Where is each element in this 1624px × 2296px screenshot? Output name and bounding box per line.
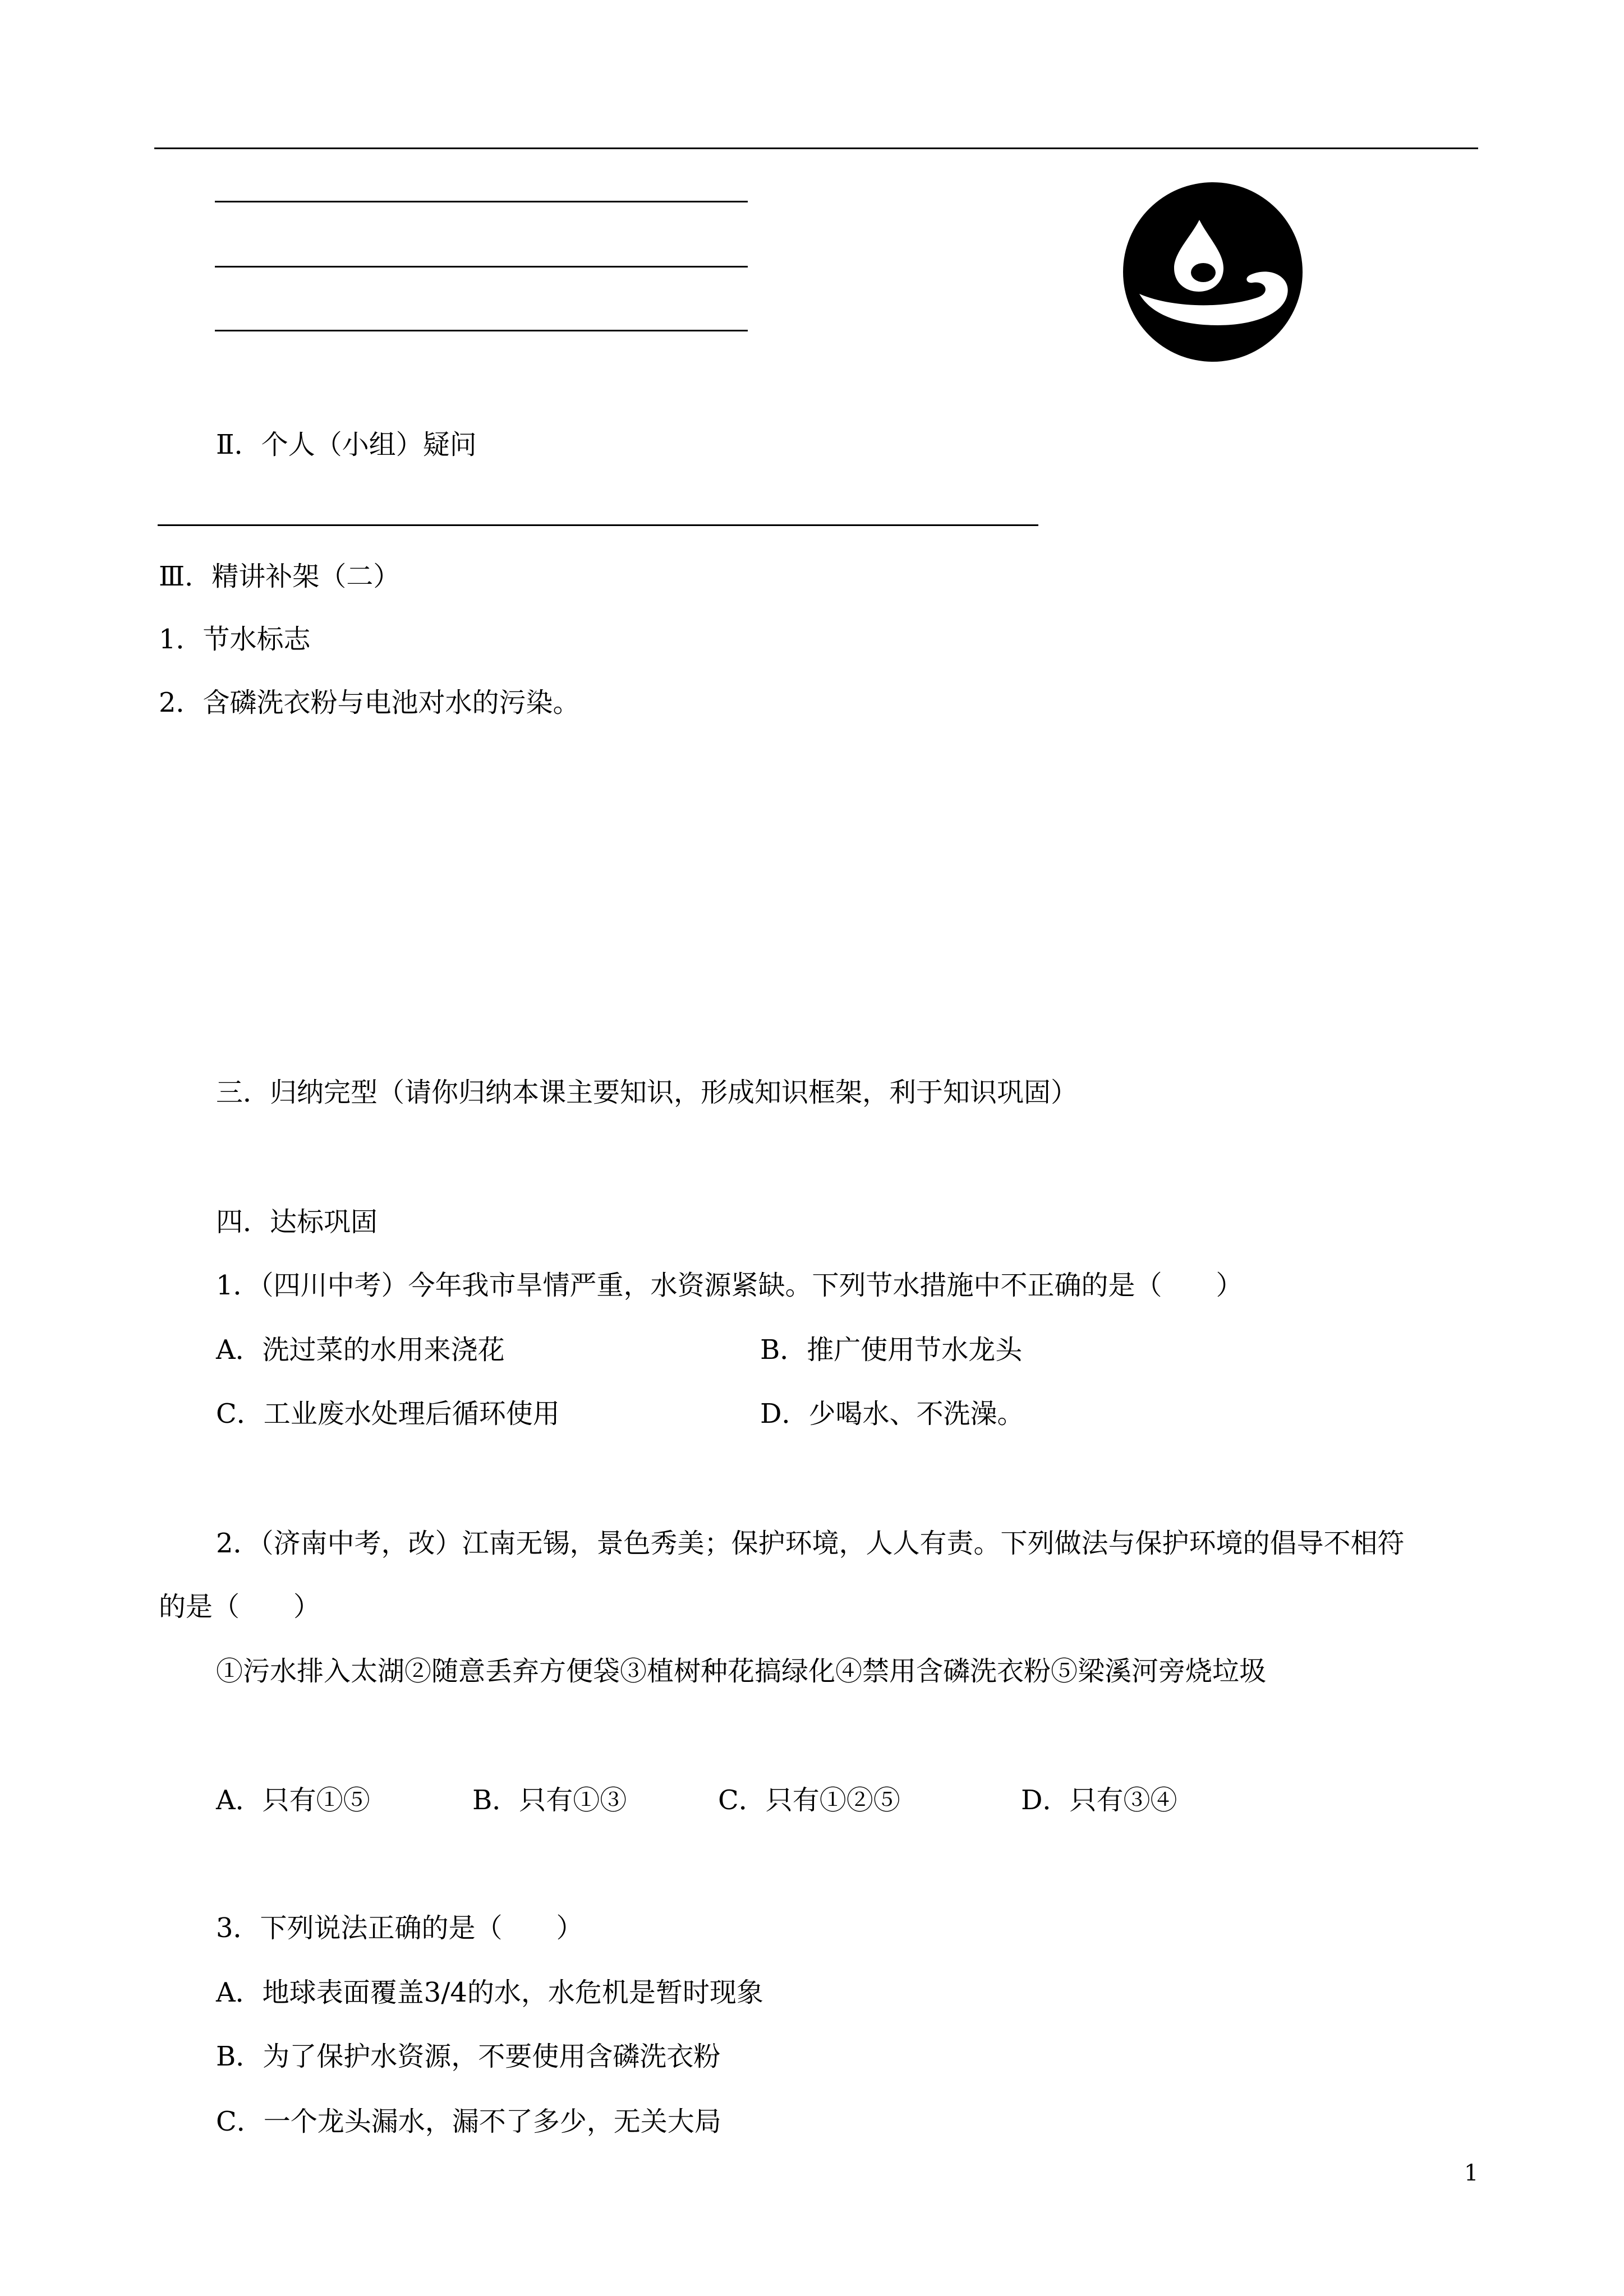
question-2-items: ①污水排入太湖②随意丢弃方便袋③植树种花搞绿化④禁用含磷洗衣粉⑤梁溪河旁烧垃圾: [216, 1656, 1267, 1687]
question-1-stem: 1．（四川中考）今年我市旱情严重，水资源紧缺。下列节水措施中不正确的是（ ）: [216, 1270, 1243, 1301]
question-3-stem: 3．下列说法正确的是（ ）: [216, 1912, 583, 1944]
answer-blank-line-3: [215, 330, 748, 331]
page-number: 1: [1464, 2160, 1479, 2186]
question-1-option-c: C．工业废水处理后循环使用: [216, 1398, 560, 1430]
question-2-stem-line-1: 2．（济南中考，改）江南无锡，景色秀美；保护环境，人人有责。下列做法与保护环境的倡导不相符: [216, 1528, 1405, 1559]
question-3-option-c: C．一个龙头漏水，漏不了多少，无关大局: [216, 2106, 721, 2137]
question-2-stem-line-2: 的是（ ）: [159, 1591, 321, 1622]
part-four-heading: 四．达标巩固: [216, 1206, 378, 1238]
question-3-option-a: A．地球表面覆盖3/4的水，水危机是暂时现象: [216, 1977, 763, 2008]
section-ii-heading: Ⅱ．个人（小组）疑问: [216, 429, 477, 460]
question-2-option-d: D．只有③④: [1021, 1785, 1177, 1816]
question-2-option-c: C．只有①②⑤: [718, 1785, 900, 1816]
answer-blank-line-1: [215, 201, 748, 202]
section-iii-heading: Ⅲ．精讲补架（二）: [159, 561, 401, 592]
question-blank-line: [158, 524, 1038, 526]
water-saving-logo-icon: [1119, 178, 1307, 366]
section-iii-item-2: 2．含磷洗衣粉与电池对水的污染。: [159, 687, 580, 718]
question-1-option-a: A．洗过菜的水用来浇花: [216, 1334, 505, 1366]
question-2-option-a: A．只有①⑤: [216, 1785, 370, 1816]
header-rule: [154, 147, 1478, 149]
question-1-option-d: D．少喝水、不洗澡。: [760, 1398, 1024, 1430]
question-1-option-b: B．推广使用节水龙头: [760, 1334, 1023, 1366]
question-3-option-b: B．为了保护水资源，不要使用含磷洗衣粉: [216, 2041, 721, 2072]
part-three-heading: 三．归纳完型（请你归纳本课主要知识，形成知识框架，利于知识巩固）: [216, 1077, 1078, 1108]
section-iii-item-1: 1．节水标志: [159, 624, 311, 655]
question-2-option-b: B．只有①③: [472, 1785, 627, 1816]
answer-blank-line-2: [215, 266, 748, 268]
